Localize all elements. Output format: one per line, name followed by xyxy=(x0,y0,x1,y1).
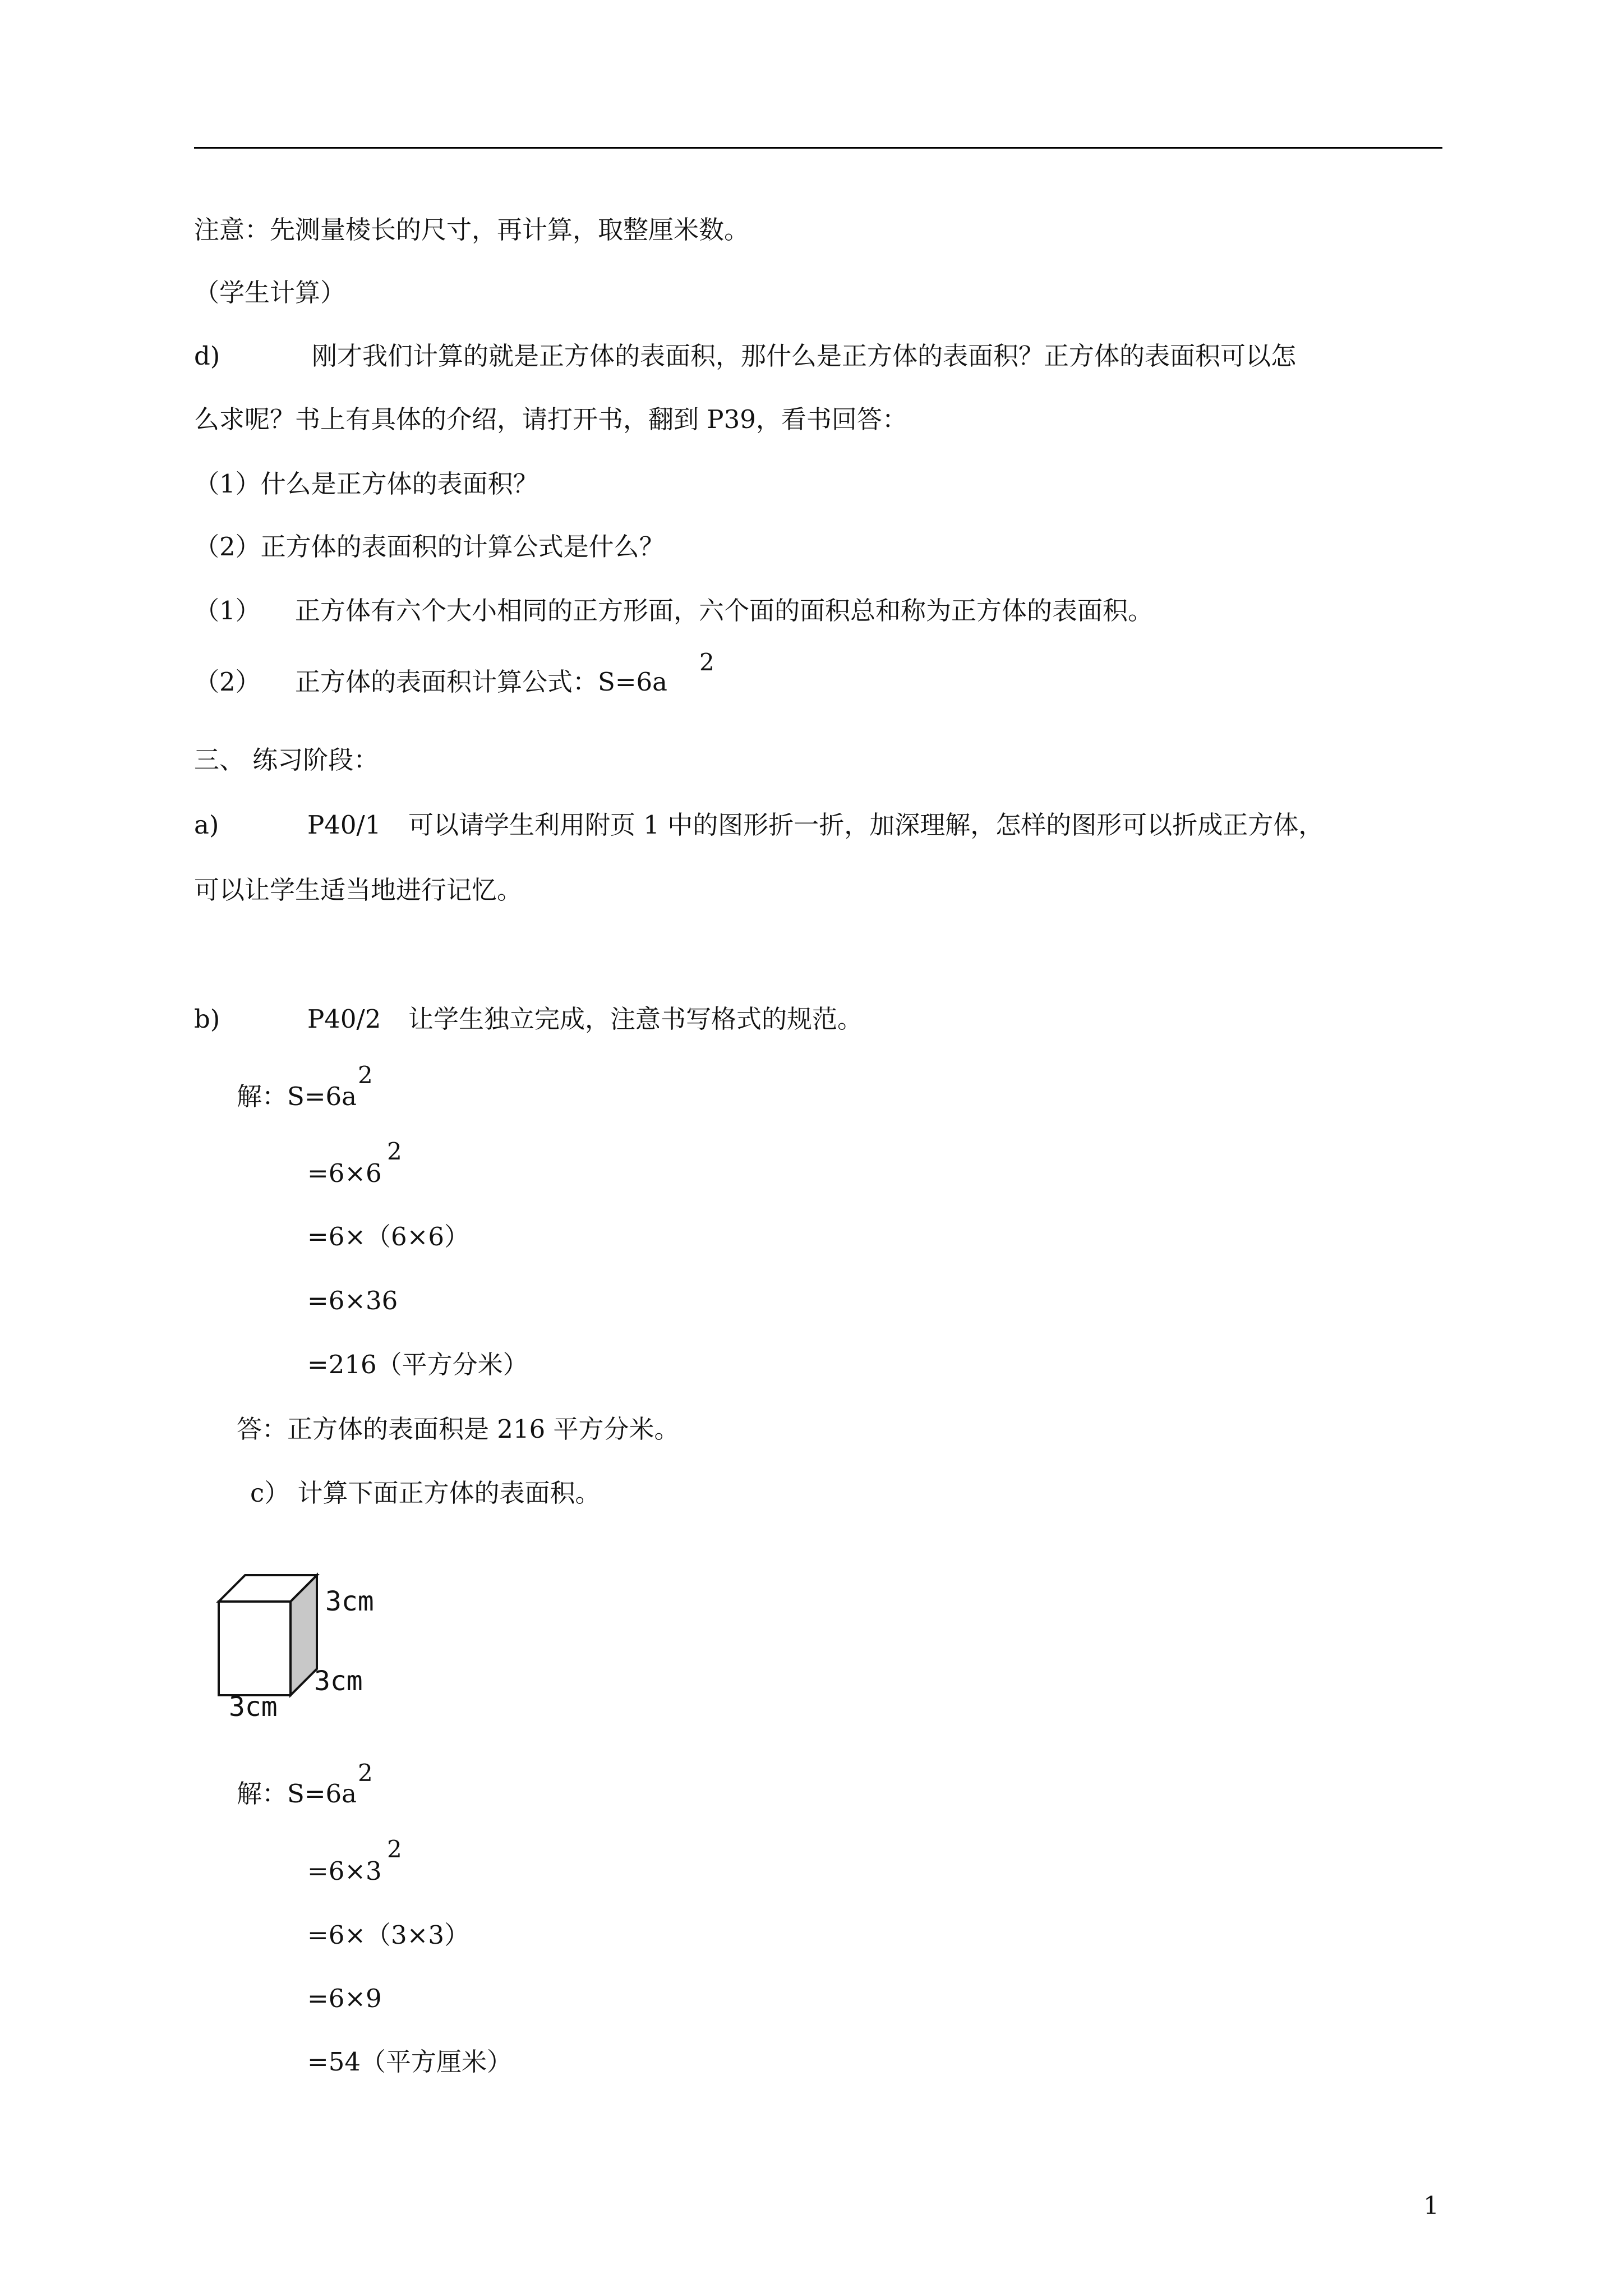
question-1: （1）什么是正方体的表面积？ xyxy=(194,469,538,499)
item-b-label: b) xyxy=(194,1004,220,1034)
answer-1-text: 正方体有六个大小相同的正方形面，六个面的面积总和称为正方体的表面积。 xyxy=(295,596,1154,625)
b-solution-superscript: 2 xyxy=(358,1061,373,1089)
c-step-4: =54（平方厘米） xyxy=(307,2047,512,2077)
b-step-2: =6×（6×6） xyxy=(307,1222,470,1251)
cube-front-face xyxy=(219,1602,291,1695)
answer-2-superscript: 2 xyxy=(699,648,714,676)
section-3-heading: 三、 练习阶段： xyxy=(194,745,379,775)
item-a-label: a) xyxy=(194,810,219,840)
item-d-line1: 刚才我们计算的就是正方体的表面积，那什么是正方体的表面积？正方体的表面积可以怎 xyxy=(312,341,1297,371)
item-d-line2: 么求呢？书上有具体的介绍，请打开书，翻到 P39，看书回答： xyxy=(194,404,907,434)
note-line: 注意：先测量棱长的尺寸，再计算，取整厘米数。 xyxy=(194,215,750,245)
page-number: 1 xyxy=(1423,2192,1439,2220)
answer-1-label: （1） xyxy=(194,596,261,625)
answer-2-text: 正方体的表面积计算公式：S=6a xyxy=(295,667,667,697)
item-a-line1: 可以请学生利用附页 1 中的图形折一折，加深理解，怎样的图形可以折成正方体， xyxy=(408,810,1324,840)
header-rule xyxy=(194,147,1442,149)
item-b-text: 让学生独立完成，注意书写格式的规范。 xyxy=(408,1004,863,1034)
c-solution-line: 解：S=6a xyxy=(237,1779,357,1809)
item-a-ref: P40/1 xyxy=(307,810,381,840)
answer-2-label: （2） xyxy=(194,667,261,697)
student-calc-line: （学生计算） xyxy=(194,278,346,307)
cube-label-depth: 3cm xyxy=(325,1586,374,1617)
c-solution-superscript: 2 xyxy=(358,1759,373,1787)
b-step-3: =6×36 xyxy=(307,1286,398,1315)
c-step-1-superscript: 2 xyxy=(387,1835,402,1863)
b-step-1: =6×6 xyxy=(307,1158,382,1188)
cube-label-height: 3cm xyxy=(314,1665,363,1697)
item-c-line: c） 计算下面正方体的表面积。 xyxy=(250,1478,601,1508)
cube-label-width: 3cm xyxy=(229,1691,278,1723)
b-answer-line: 答：正方体的表面积是 216 平方分米。 xyxy=(237,1414,680,1444)
item-b-ref: P40/2 xyxy=(307,1004,381,1034)
item-d-label: d) xyxy=(194,341,220,371)
c-step-1: =6×3 xyxy=(307,1856,382,1886)
b-step-1-superscript: 2 xyxy=(387,1138,402,1165)
c-step-3: =6×9 xyxy=(307,1984,382,2013)
question-2: （2）正方体的表面积的计算公式是什么？ xyxy=(194,532,665,562)
item-a-line2: 可以让学生适当地进行记忆。 xyxy=(194,875,523,905)
c-step-2: =6×（3×3） xyxy=(307,1920,470,1950)
b-solution-line: 解：S=6a xyxy=(237,1082,357,1111)
b-step-4: =216（平方分米） xyxy=(307,1350,528,1379)
